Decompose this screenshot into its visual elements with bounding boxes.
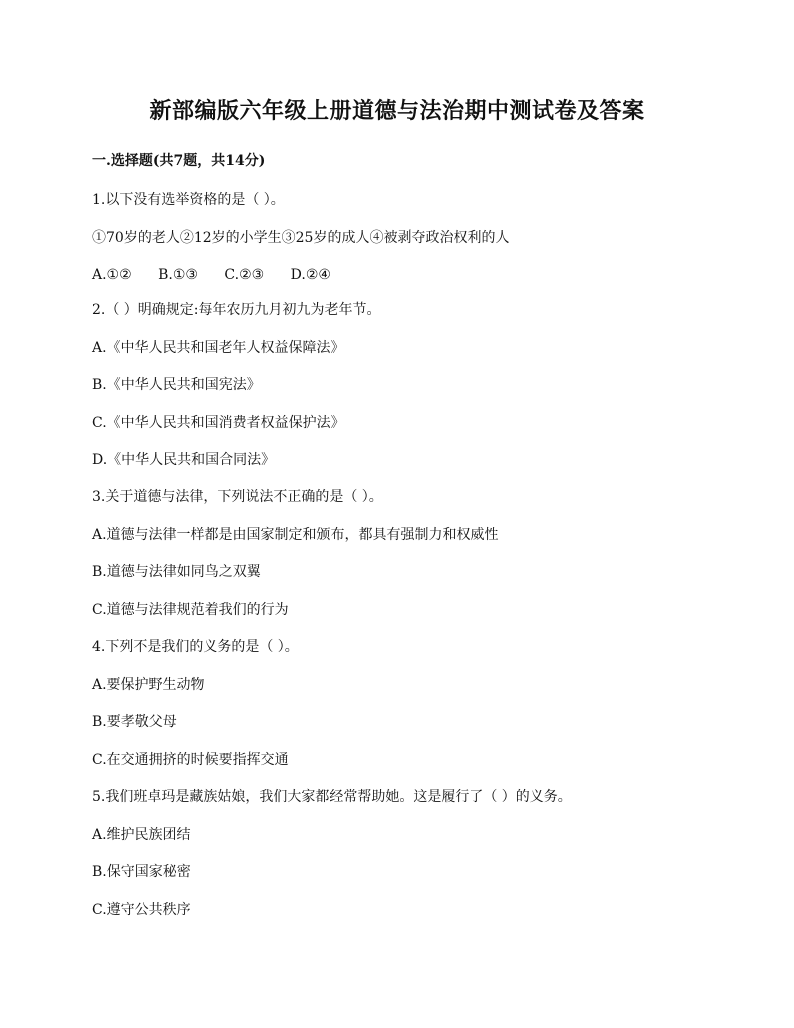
question-1-stem: 1.以下没有选举资格的是（ ）。 [92, 192, 285, 208]
question-2-option-b: B.《中华人民共和国宪法》 [92, 377, 261, 393]
question-1-choice-d: D.②④ [290, 267, 331, 283]
question-5-option-a: A.维护民族团结 [92, 827, 191, 843]
question-3-stem: 3.关于道德与法律，下列说法不正确的是（ ）。 [92, 489, 383, 505]
question-2-stem: 2.（ ）明确规定:每年农历九月初九为老年节。 [92, 302, 381, 318]
section-heading: 一.选择题(共7题，共14分) [92, 153, 266, 169]
document-title: 新部编版六年级上册道德与法治期中测试卷及答案 [149, 98, 645, 124]
question-1-choice-c: C.②③ [224, 267, 265, 283]
question-2-option-a: A.《中华人民共和国老年人权益保障法》 [92, 340, 345, 356]
question-1-choice-b: B.①③ [158, 267, 198, 283]
question-1-extra: ①70岁的老人②12岁的小学生③25岁的成人④被剥夺政治权利的人 [92, 230, 510, 246]
question-5-option-c: C.遵守公共秩序 [92, 902, 191, 918]
question-1-choice-a: A.①② [92, 267, 132, 283]
question-5-option-b: B.保守国家秘密 [92, 864, 191, 880]
question-4-option-b: B.要孝敬父母 [92, 714, 177, 730]
question-4-stem: 4.下列不是我们的义务的是（ ）。 [92, 639, 299, 655]
question-3-option-b: B.道德与法律如同鸟之双翼 [92, 564, 261, 580]
question-4-option-c: C.在交通拥挤的时候要指挥交通 [92, 752, 289, 768]
question-3-option-a: A.道德与法律一样都是由国家制定和颁布，都具有强制力和权威性 [92, 527, 499, 543]
question-4-option-a: A.要保护野生动物 [92, 677, 205, 693]
question-1-choices [92, 265, 353, 285]
question-5-stem: 5.我们班卓玛是藏族姑娘，我们大家都经常帮助她。这是履行了（ ）的义务。 [92, 789, 572, 805]
question-2-option-c: C.《中华人民共和国消费者权益保护法》 [92, 415, 345, 431]
question-3-option-c: C.道德与法律规范着我们的行为 [92, 602, 289, 618]
question-2-option-d: D.《中华人民共和国合同法》 [92, 452, 276, 468]
